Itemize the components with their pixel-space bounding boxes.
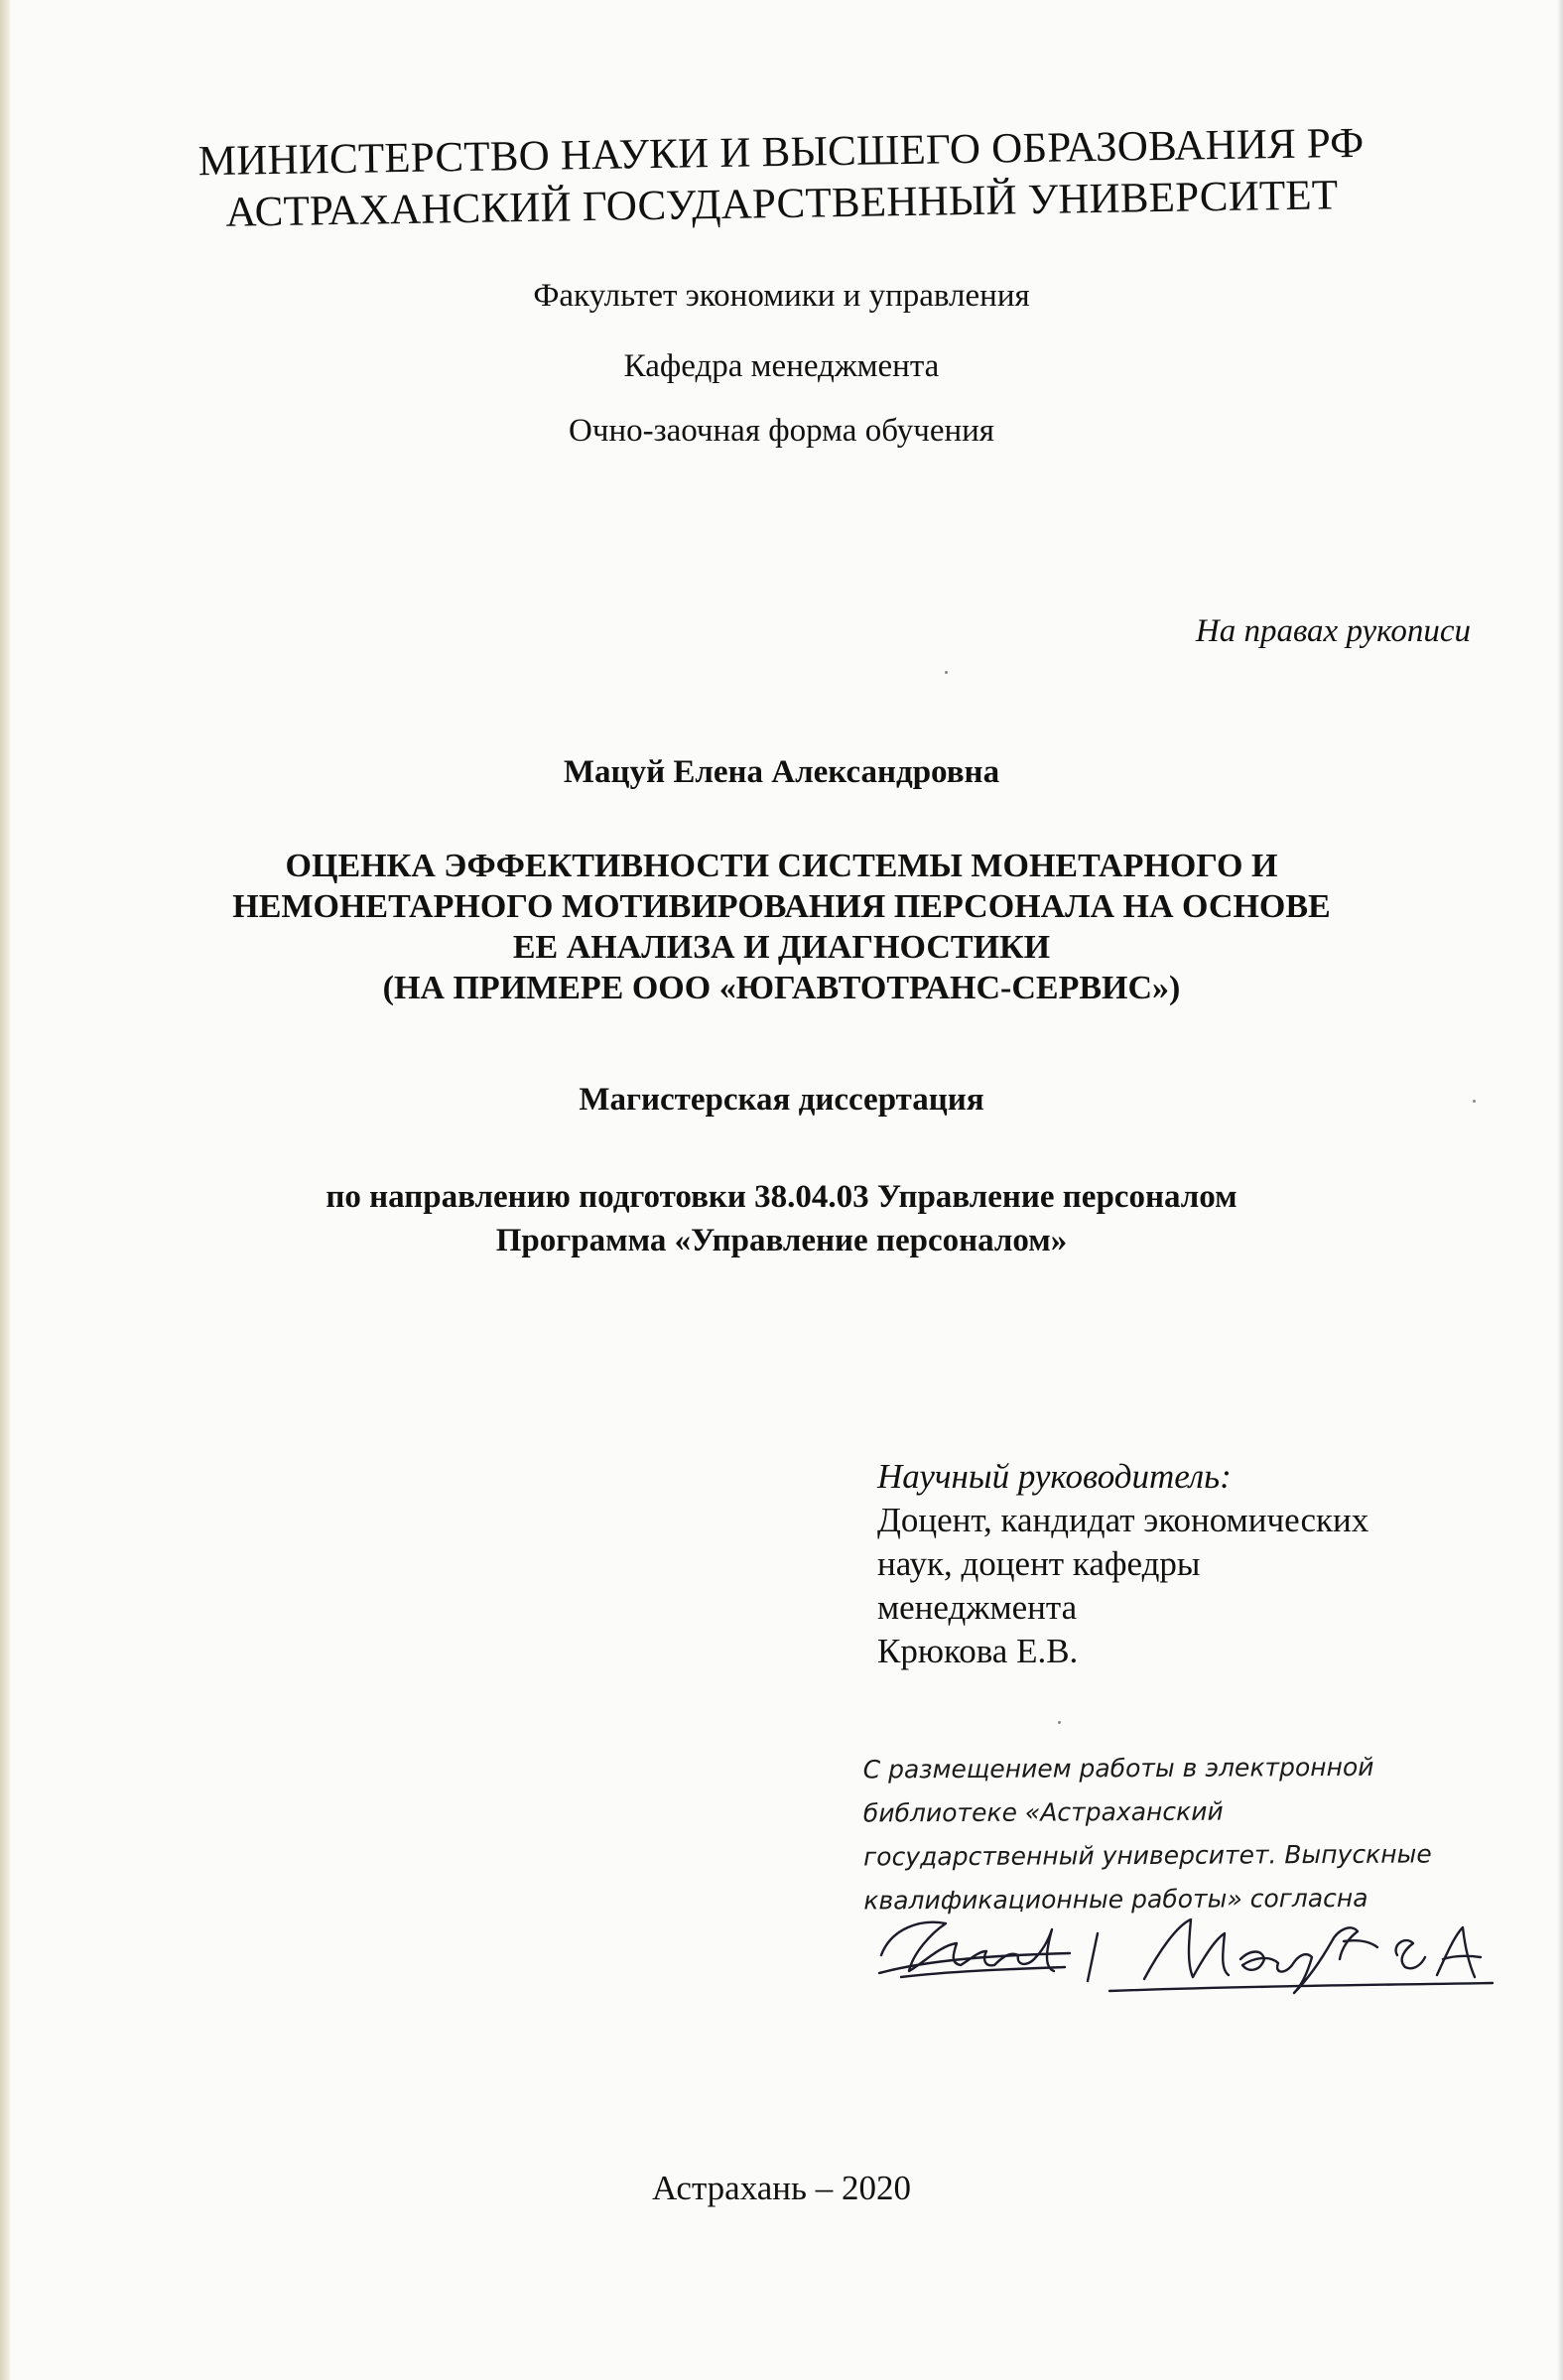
direction-line: по направлению подготовки 38.04.03 Управление персоналом: [326, 1179, 1237, 1215]
supervisor-block: [877, 1455, 1368, 1673]
supervisor-line: Доцент, кандидат экономических: [877, 1501, 1369, 1539]
program-line: Программа «Управление персоналом»: [495, 1223, 1068, 1258]
study-form: Очно-заочная форма обучения: [569, 413, 994, 449]
scan-speck: [945, 671, 948, 674]
scan-speck: [1058, 1721, 1061, 1724]
manuscript-note: На правах рукописи: [1195, 613, 1471, 649]
supervisor-line: менеджмента: [877, 1588, 1078, 1627]
author-name: Мацуй Елена Александровна: [563, 754, 1000, 790]
scan-speck: [1473, 1100, 1476, 1103]
city-year: Астрахань – 2020: [652, 2169, 911, 2207]
stamp-line: государственный университет. Выпускные: [863, 1839, 1432, 1872]
thesis-title: [0, 846, 1563, 1008]
stamp-line: квалификационные работы» согласна: [863, 1883, 1368, 1916]
university-line: АСТРАХАНСКИЙ ГОСУДАРСТВЕННЫЙ УНИВЕРСИТЕТ: [225, 172, 1339, 236]
stamp-line: библиотеке «Астраханский: [862, 1796, 1224, 1828]
handwritten-signature: [861, 1894, 1497, 2003]
work-type: Магистерская диссертация: [579, 1082, 984, 1118]
department: Кафедра менеджмента: [623, 348, 940, 384]
title-line: (НА ПРИМЕРЕ ООО «ЮГАВТОТРАНС-СЕРВИС»): [382, 970, 1181, 1006]
supervisor-label: Научный руководитель:: [877, 1457, 1232, 1496]
supervisor-line: наук, доцент кафедры: [877, 1544, 1201, 1583]
faculty: Факультет экономики и управления: [533, 278, 1030, 314]
supervisor-name: Крюкова Е.В.: [877, 1632, 1079, 1670]
stamp-line: С размещением работы в электронной: [862, 1752, 1374, 1785]
title-line: ОЦЕНКА ЭФФЕКТИВНОСТИ СИСТЕМЫ МОНЕТАРНОГО И: [285, 848, 1278, 884]
title-line: ЕЕ АНАЛИЗА И ДИАГНОСТИКИ: [512, 929, 1051, 966]
ministry-line: МИНИСТЕРСТВО НАУКИ И ВЫСШЕГО ОБРАЗОВАНИЯ РФ: [197, 119, 1365, 186]
title-line: НЕМОНЕТАРНОГО МОТИВИРОВАНИЯ ПЕРСОНАЛА НА ОСНОВЕ: [232, 888, 1331, 925]
study-direction: [0, 1175, 1563, 1262]
ministry-header: [0, 115, 1563, 243]
